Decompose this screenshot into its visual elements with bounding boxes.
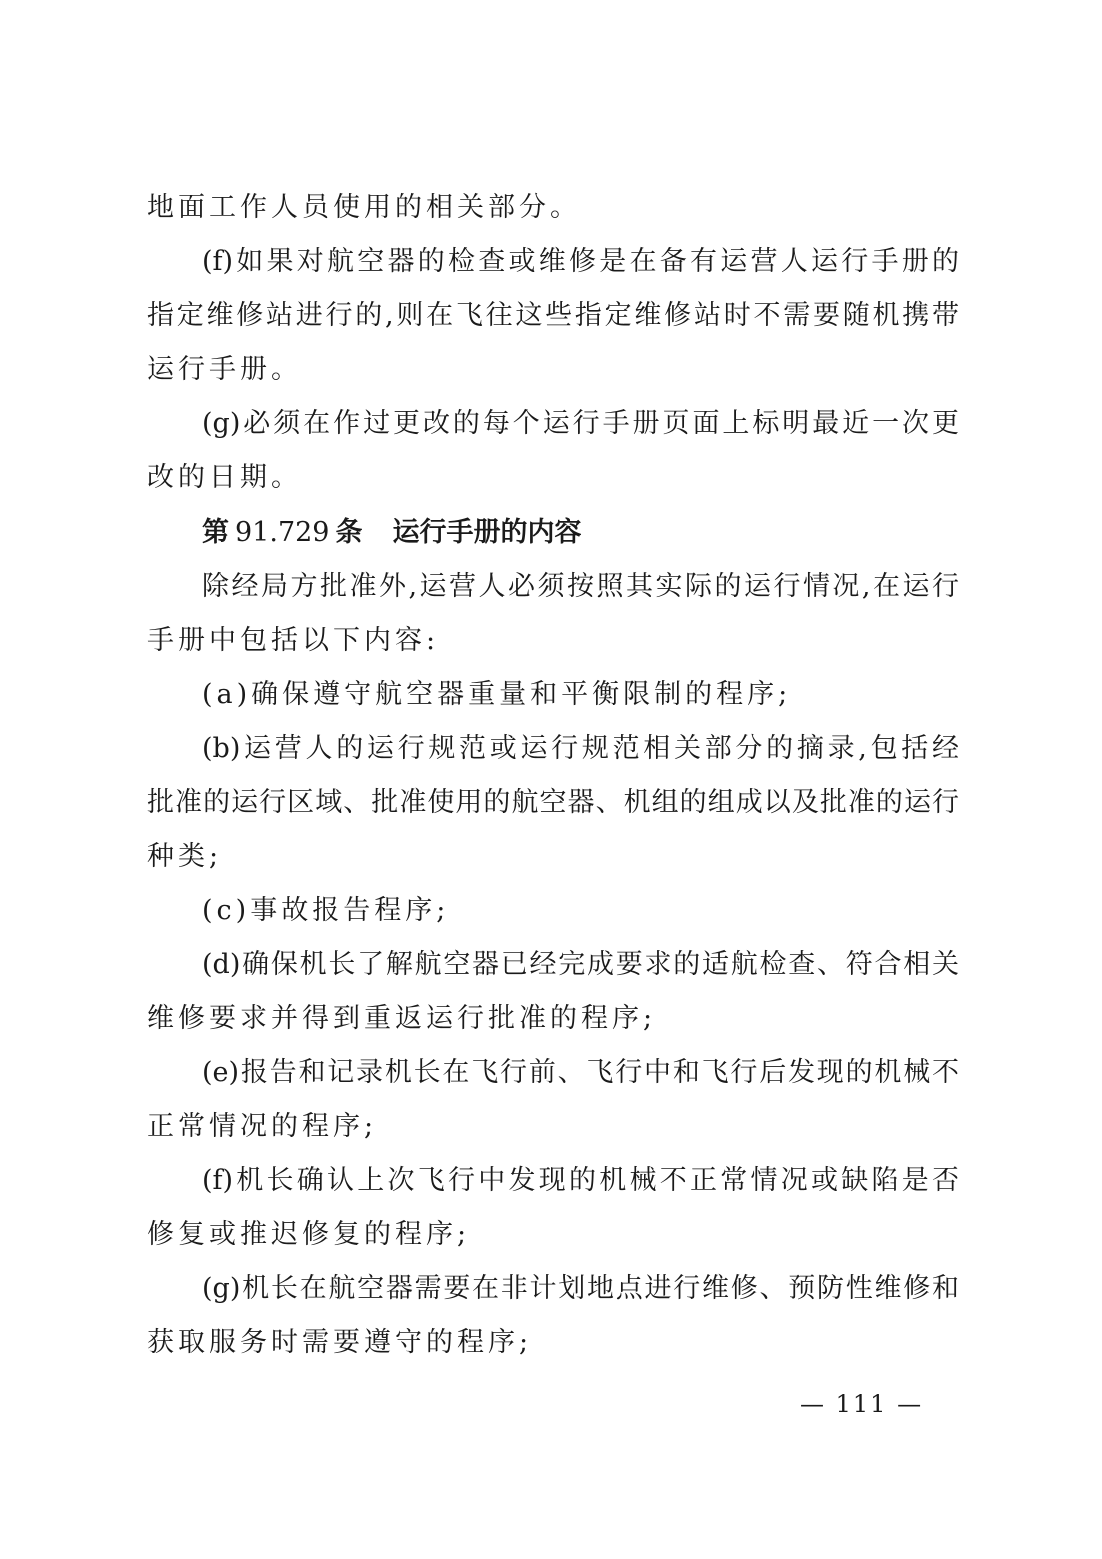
section-heading-suffix: 条 xyxy=(335,517,363,548)
paragraph-line: 除经局方批准外,运营人必须按照其实际的运行情况,在运行 xyxy=(202,571,959,602)
list-item-line: (d)确保机长了解航空器已经完成要求的适航检查、符合相关 xyxy=(202,949,959,980)
section-heading-prefix: 第 xyxy=(202,517,229,548)
section-heading xyxy=(202,513,581,553)
list-item-line: 修复或推迟修复的程序; xyxy=(147,1219,471,1250)
paragraph-line: 改的日期。 xyxy=(147,462,302,493)
list-item-line: (e)报告和记录机长在飞行前、飞行中和飞行后发现的机械不 xyxy=(202,1057,959,1088)
list-item-line: (a)确保遵守航空器重量和平衡限制的程序; xyxy=(202,679,792,710)
list-item-line: (f)机长确认上次飞行中发现的机械不正常情况或缺陷是否 xyxy=(202,1165,959,1196)
list-item-line: 获取服务时需要遵守的程序; xyxy=(147,1327,533,1358)
list-item-line: 维修要求并得到重返运行批准的程序; xyxy=(147,1003,657,1034)
paragraph-line: (g)必须在作过更改的每个运行手册页面上标明最近一次更 xyxy=(202,408,959,439)
list-item-line: 种类; xyxy=(147,841,223,872)
paragraph-line: 运行手册。 xyxy=(147,354,302,385)
paragraph-line: 指定维修站进行的,则在飞往这些指定维修站时不需要随机携带 xyxy=(147,300,959,331)
paragraph-line: (f)如果对航空器的检查或维修是在备有运营人运行手册的 xyxy=(202,246,959,277)
paragraph-line: 地面工作人员使用的相关部分。 xyxy=(147,192,581,223)
page-number: — 111 — xyxy=(800,1390,924,1418)
section-title: 运行手册的内容 xyxy=(392,517,582,548)
list-item-line: (g)机长在航空器需要在非计划地点进行维修、预防性维修和 xyxy=(202,1273,959,1304)
list-item-line: (b)运营人的运行规范或运行规范相关部分的摘录,包括经 xyxy=(202,733,959,764)
paragraph-line: 手册中包括以下内容: xyxy=(147,625,440,656)
list-item-line: 正常情况的程序; xyxy=(147,1111,378,1142)
section-number: 91.729 xyxy=(235,517,330,548)
list-item-line: (c)事故报告程序; xyxy=(202,895,450,926)
list-item-line: 批准的运行区域、批准使用的航空器、机组的组成以及批准的运行 xyxy=(147,787,959,818)
